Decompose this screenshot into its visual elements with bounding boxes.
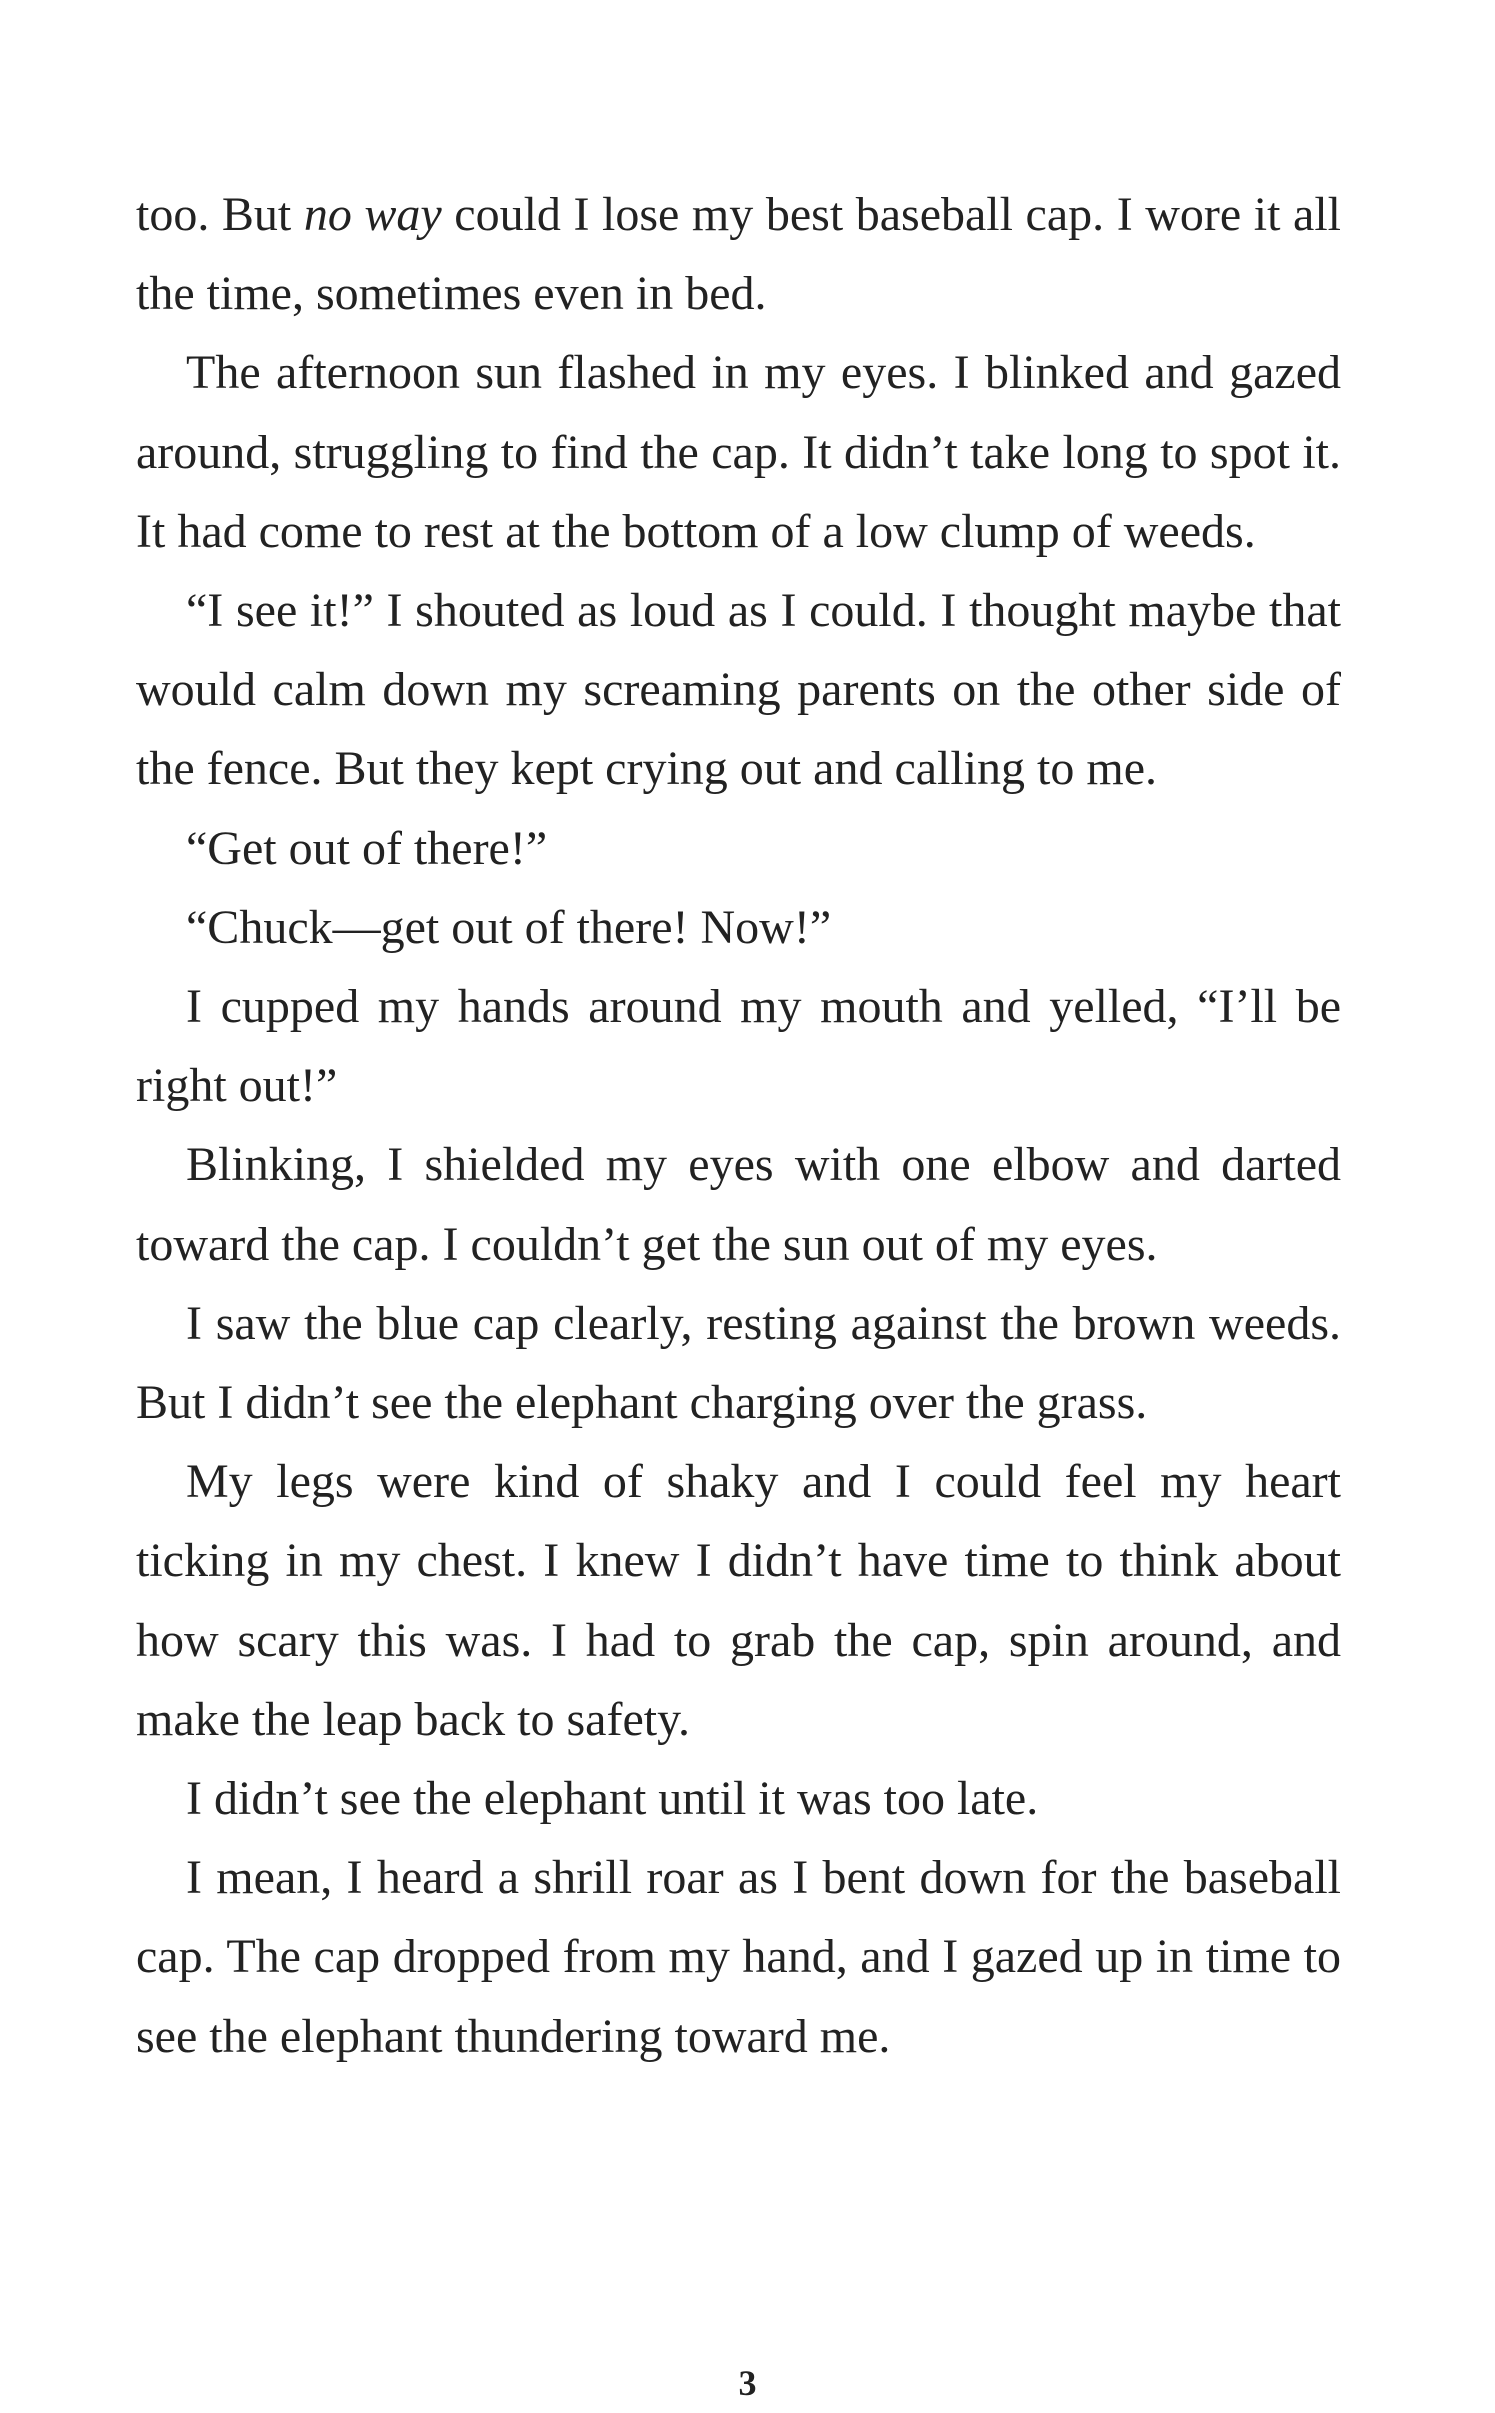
- paragraph-10: I didn’t see the elephant until it was too late.: [186, 1772, 1039, 1826]
- paragraph-8: I saw the blue cap clearly, resting against the brown weeds. But I didn’t see the elephant charging over the grass.: [136, 1296, 1341, 1430]
- paragraph-7: Blinking, I shielded my eyes with one elbow and darted toward the cap. I couldn’t get the sun out of my eyes.: [136, 1138, 1341, 1271]
- paragraph-11: I mean, I heard a shrill roar as I bent down for the baseball cap. The cap dropped from my hand, and I gazed up in time to see the elephant thundering toward me.: [136, 1851, 1341, 2063]
- paragraph-3: “I see it!” I shouted as loud as I could. I thought maybe that would calm down my screaming parents on the other side of the fence. But they kept crying out and calling to me.: [136, 584, 1341, 796]
- paragraph-4: “Get out of there!”: [186, 821, 548, 875]
- page-number: 3: [738, 2363, 757, 2403]
- paragraph-1-start: too. But: [136, 188, 304, 241]
- paragraph-1: [136, 175, 1341, 333]
- paragraph-6: I cupped my hands around my mouth and yelled, “I’ll be right out!”: [136, 980, 1341, 1113]
- paragraph-2: The afternoon sun flashed in my eyes. I blinked and gazed around, struggling to find the cap. It didn’t take long to spot it. It had come to rest at the bottom of a low clump of weeds.: [136, 346, 1341, 558]
- paragraph-9: My legs were kind of shaky and I could feel my heart ticking in my chest. I knew I didn’t have time to think about how scary this was. I had to grab the cap, spin around, and make the leap back to safety.: [136, 1455, 1341, 1746]
- paragraph-5: “Chuck—get out of there! Now!”: [186, 900, 832, 954]
- body-text: [136, 175, 1341, 2076]
- paragraph-1-rest: could I lose my best baseball cap. I wore it all the time, sometimes even in bed.: [136, 188, 1342, 321]
- emphasis-no-way: no way: [303, 188, 442, 241]
